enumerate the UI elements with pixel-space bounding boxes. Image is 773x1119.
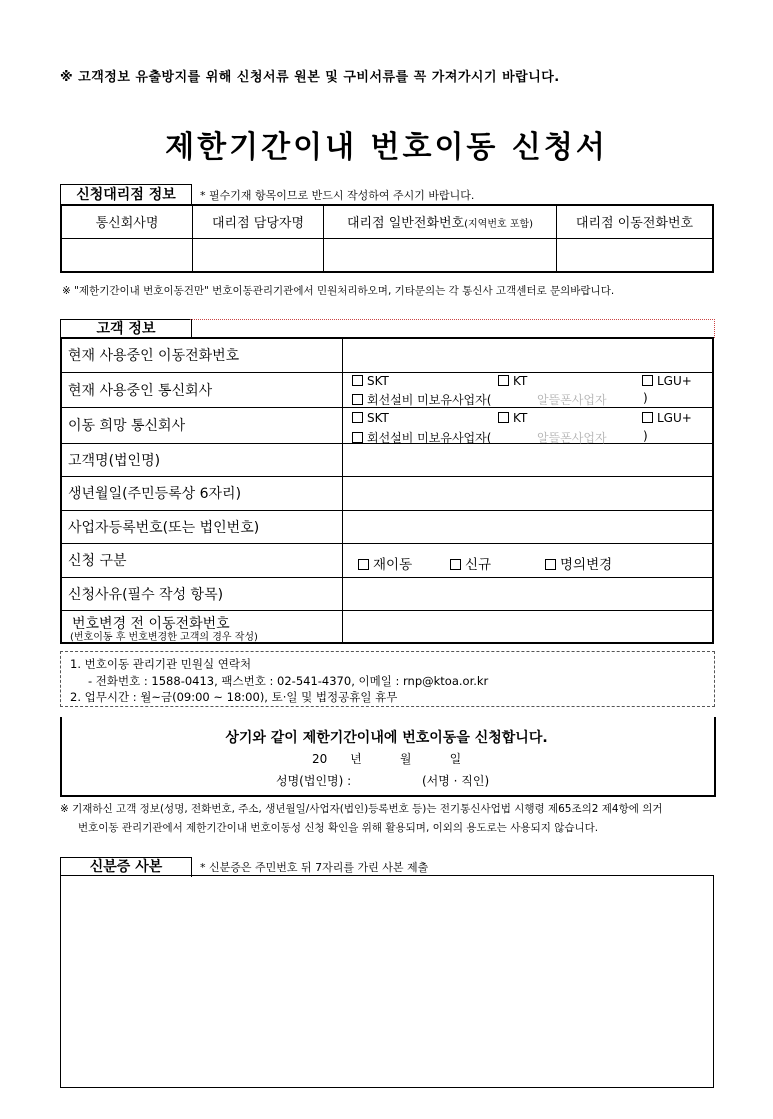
notice-text: ※ 고객정보 유출방지를 위해 신청서류 원본 및 구비서류를 꼭 가져가시기 바랍니다.: [60, 70, 560, 85]
privacy-line2: 번호이동 관리기관에서 제한기간이내 번호이동성 신청 확인을 위해 활용되며, 이외의 용도로는 사용되지 않습니다.: [78, 822, 599, 834]
current-carrier-lgu[interactable]: [642, 374, 692, 388]
contact-info-line1: 1. 번호이동 관리기관 민원실 연락처: [70, 657, 252, 671]
request-type-name-change[interactable]: [545, 553, 612, 573]
row-label-desired-carrier: 이동 희망 통신회사: [61, 407, 343, 443]
customer-name-field[interactable]: [343, 443, 714, 476]
desired-carrier-mvno[interactable]: [352, 429, 491, 446]
request-type-new[interactable]: [450, 553, 491, 573]
current-carrier-lgu-label: LGU+: [657, 374, 692, 388]
current-carrier-mvno-input[interactable]: 알뜰폰사업자: [537, 393, 607, 407]
current-carrier-mvno-label: 회선설비 미보유사업자(: [367, 393, 492, 407]
current-carrier-kt-label: KT: [513, 374, 528, 388]
desired-carrier-kt-label: KT: [513, 411, 528, 425]
agency-header-landline: [324, 205, 557, 238]
desired-carrier-lgu[interactable]: [642, 411, 692, 425]
desired-carrier-mvno-label: 회선설비 미보유사업자(: [367, 431, 492, 445]
checkbox-icon[interactable]: [352, 375, 363, 386]
contact-info-line2: - 전화번호 : 1588-0413, 팩스번호 : 02-541-4370, 이메일 : rnp@ktoa.or.kr: [88, 674, 489, 688]
current-carrier-skt-label: SKT: [367, 374, 389, 388]
agency-header-landline-text: 대리점 일반전화번호: [346, 216, 465, 232]
customer-section-label: 고객 정보: [60, 319, 192, 339]
declaration-date: 20 년 월 일: [312, 752, 462, 766]
current-carrier-mvno[interactable]: [352, 391, 491, 408]
checkbox-icon[interactable]: [358, 559, 369, 570]
declaration-statement: 상기와 같이 제한기간이내에 번호이동을 신청합니다.: [225, 730, 548, 746]
privacy-line1: ※ 기재하신 고객 정보(성명, 전화번호, 주소, 생년월일/사업자(법인)등록번호 등)는 전기통신사업법 시행령 제65조의2 제4항에 의거: [60, 803, 663, 815]
agency-manager-field[interactable]: [193, 238, 324, 272]
current-carrier-kt[interactable]: [498, 374, 527, 388]
checkbox-icon[interactable]: [545, 559, 556, 570]
checkbox-icon[interactable]: [352, 432, 363, 443]
row-label-request-type: 신청 구분: [61, 543, 343, 577]
row-label-current-carrier: 현재 사용중인 통신회사: [61, 372, 343, 407]
reason-field[interactable]: [343, 577, 714, 610]
previous-number-label: 번호변경 전 이동전화번호: [72, 615, 230, 632]
agency-footnote: ※ "제한기간이내 번호이동건만" 번호이동관리기관에서 민원처리하오며, 기타문의는 각 통신사 고객센터로 문의바랍니다.: [62, 285, 615, 297]
checkbox-icon[interactable]: [642, 412, 653, 423]
id-copy-attachment-area[interactable]: [60, 875, 714, 1088]
checkbox-icon[interactable]: [352, 412, 363, 423]
agency-header-carrier: 통신회사명: [61, 205, 193, 238]
birthdate-field[interactable]: [343, 476, 714, 510]
previous-number-sublabel: (번호이동 후 번호변경한 고객의 경우 작성): [70, 631, 258, 643]
row-label-birthdate: 생년월일(주민등록상 6자리): [61, 476, 343, 510]
current-carrier-skt[interactable]: [352, 374, 389, 388]
customer-label-guide: [190, 319, 715, 338]
agency-table: [60, 204, 714, 273]
checkbox-icon[interactable]: [352, 394, 363, 405]
signature-label: 성명(법인명) :: [276, 774, 352, 788]
request-type-name-change-label: 명의변경: [560, 557, 613, 573]
agency-header-mobile: 대리점 이동전화번호: [557, 205, 714, 238]
page-title: 제한기간이내 번호이동 신청서: [165, 130, 608, 165]
row-label-current-number: 현재 사용중인 이동전화번호: [61, 338, 343, 372]
business-number-field[interactable]: [343, 510, 714, 543]
agency-section-label: 신청대리점 정보: [60, 184, 192, 206]
checkbox-icon[interactable]: [498, 375, 509, 386]
request-type-reporting-label: 재이동: [373, 557, 413, 573]
checkbox-icon[interactable]: [450, 559, 461, 570]
id-copy-note: * 신분증은 주민번호 뒤 7자리를 가린 사본 제출: [200, 861, 429, 874]
agency-landline-field[interactable]: [324, 238, 557, 272]
contact-info-line3: 2. 업무시간 : 월~금(09:00 ~ 18:00), 토·일 및 법정공휴일 휴무: [70, 690, 398, 704]
agency-carrier-field[interactable]: [61, 238, 193, 272]
desired-carrier-skt-label: SKT: [367, 411, 389, 425]
desired-carrier-kt[interactable]: [498, 411, 527, 425]
current-carrier-mvno-close: ): [643, 391, 648, 405]
request-type-new-label: 신규: [465, 557, 492, 573]
desired-carrier-mvno-close: ): [643, 429, 648, 443]
signature-suffix: (서명 · 직인): [422, 774, 490, 788]
id-copy-section-label: 신분증 사본: [60, 857, 192, 877]
previous-number-field[interactable]: [343, 610, 714, 643]
agency-header-landline-suffix: (지역번호 포함): [464, 219, 534, 231]
checkbox-icon[interactable]: [642, 375, 653, 386]
row-label-business-number: 사업자등록번호(또는 법인번호): [61, 510, 343, 543]
checkbox-icon[interactable]: [498, 412, 509, 423]
request-type-reporting[interactable]: [358, 553, 412, 573]
agency-header-manager: 대리점 담당자명: [193, 205, 324, 238]
agency-mobile-field[interactable]: [557, 238, 714, 272]
desired-carrier-skt[interactable]: [352, 411, 389, 425]
agency-note: * 필수기재 항목이므로 반드시 작성하여 주시기 바랍니다.: [200, 189, 475, 202]
row-label-reason: 신청사유(필수 작성 항목): [61, 577, 343, 610]
desired-carrier-lgu-label: LGU+: [657, 411, 692, 425]
row-label-customer-name: 고객명(법인명): [61, 443, 343, 476]
current-number-field[interactable]: [343, 338, 714, 372]
row-label-previous-number: [61, 610, 343, 643]
desired-carrier-mvno-input[interactable]: 알뜰폰사업자: [537, 431, 607, 445]
